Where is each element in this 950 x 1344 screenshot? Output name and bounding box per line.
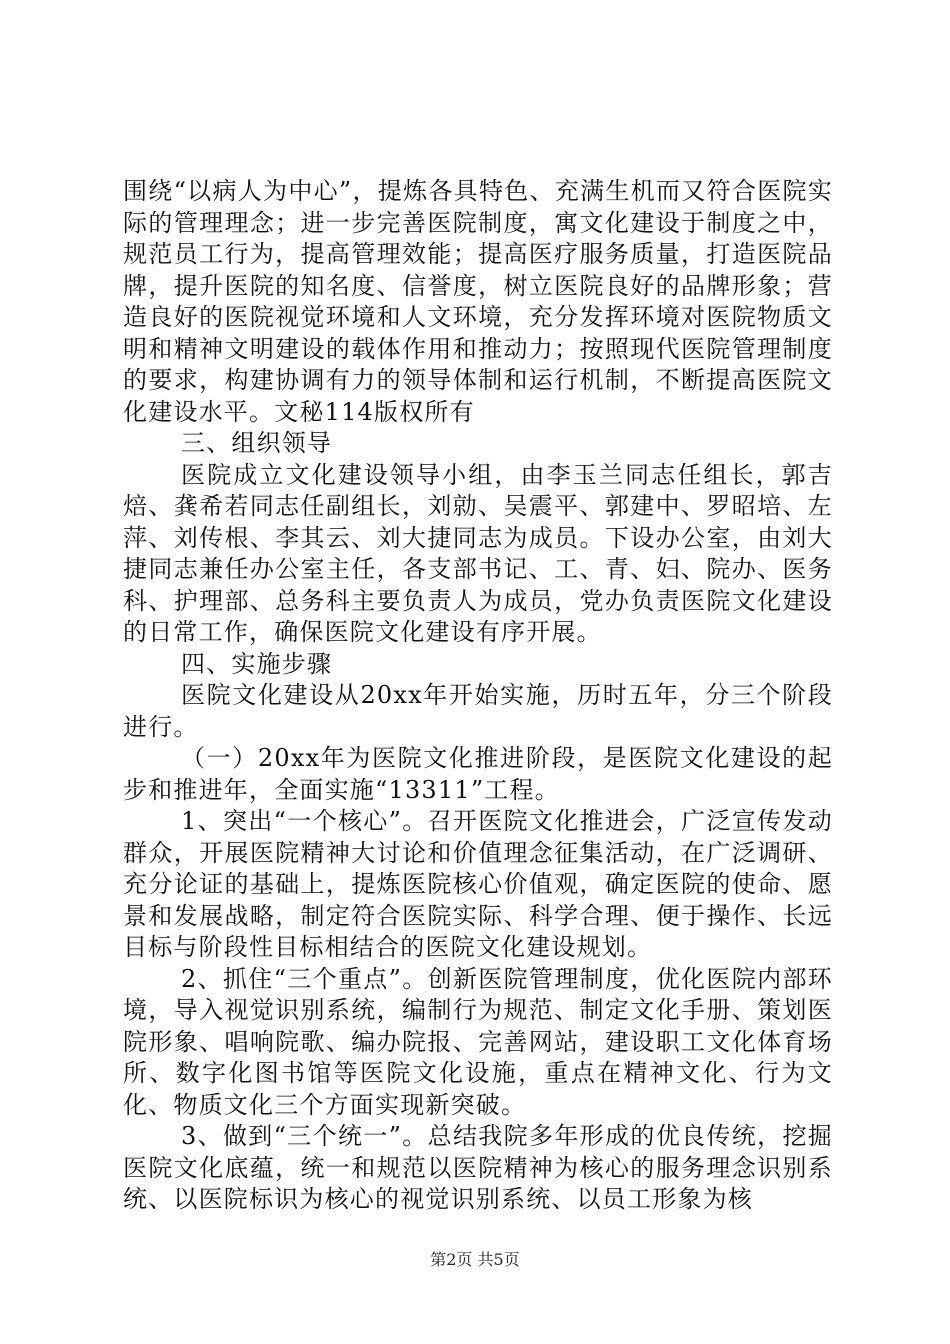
paragraph-leadership-group: 医院成立文化建设领导小组，由李玉兰同志任组长，郭吉焙、龚希若同志任副组长，刘勍、吴震平、郭建中、罗昭培、左萍、刘传根、李其云、刘大捷同志为成员。下设办公室，由刘大捷同志兼任办公室主任，各支部书记、工、青、妇、院办、医务科、护理部、总务科主要负责人为成员，党办负责医院文化建设的日常工作，确保医院文化建设有序开展。 [123, 460, 833, 646]
paragraph-item-three: 3、做到“三个统一”。总结我院多年形成的优良传统，挖掘医院文化底蕴，统一和规范以医院精神为核心的服务理念识别系统、以医院标识为核心的视觉识别系统、以员工形象为核 [123, 1122, 833, 1213]
paragraph-continuation: 围绕“以病人为中心”，提炼各具特色、充满生机而又符合医院实际的管理理念；进一步完善医院制度，寓文化建设于制度之中，规范员工行为，提高管理效能；提高医疗服务质量，打造医院品牌，提升医院的知名度、信誉度，树立医院良好的品牌形象；营造良好的医院视觉环境和人文环境，充分发挥环境对医院物质文明和精神文明建设的载体作用和推动力；按照现代医院管理制度的要求，构建协调有力的领导体制和运行机制，不断提高医院文化建设水平。文秘114版权所有 [123, 177, 833, 426]
section-heading-implementation: 四、实施步骤 [181, 649, 333, 678]
document-body [123, 176, 833, 1216]
paragraph-item-one: 1、突出“一个核心”。召开医院文化推进会，广泛宣传发动群众，开展医院精神大讨论和价值理念征集活动，在广泛调研、充分论证的基础上，提炼医院核心价值观，确定医院的使命、愿景和发展战略，制定符合医院实际、科学合理、便于操作、长远目标与阶段性目标相结合的医院文化建设规划。 [123, 807, 833, 961]
paragraph-implementation-overview: 医院文化建设从20xx年开始实施，历时五年，分三个阶段进行。 [123, 681, 833, 741]
paragraph-stage-one: （一）20xx年为医院文化推进阶段，是医院文化建设的起步和推进年，全面实施“13311”工程。 [123, 744, 833, 804]
section-heading-organization: 三、组织领导 [181, 429, 333, 457]
paragraph-item-two: 2、抓住“三个重点”。创新医院管理制度，优化医院内部环境，导入视觉识别系统，编制行为规范、制定文化手册、策划医院形象、唱响院歌、编办院报、完善网站，建设职工文化体育场所、数字化图书馆等医院文化设施，重点在精神文化、行为文化、物质文化三个方面实现新突破。 [123, 964, 833, 1119]
page-number-footer: 第2页 共5页 [430, 1250, 520, 1269]
